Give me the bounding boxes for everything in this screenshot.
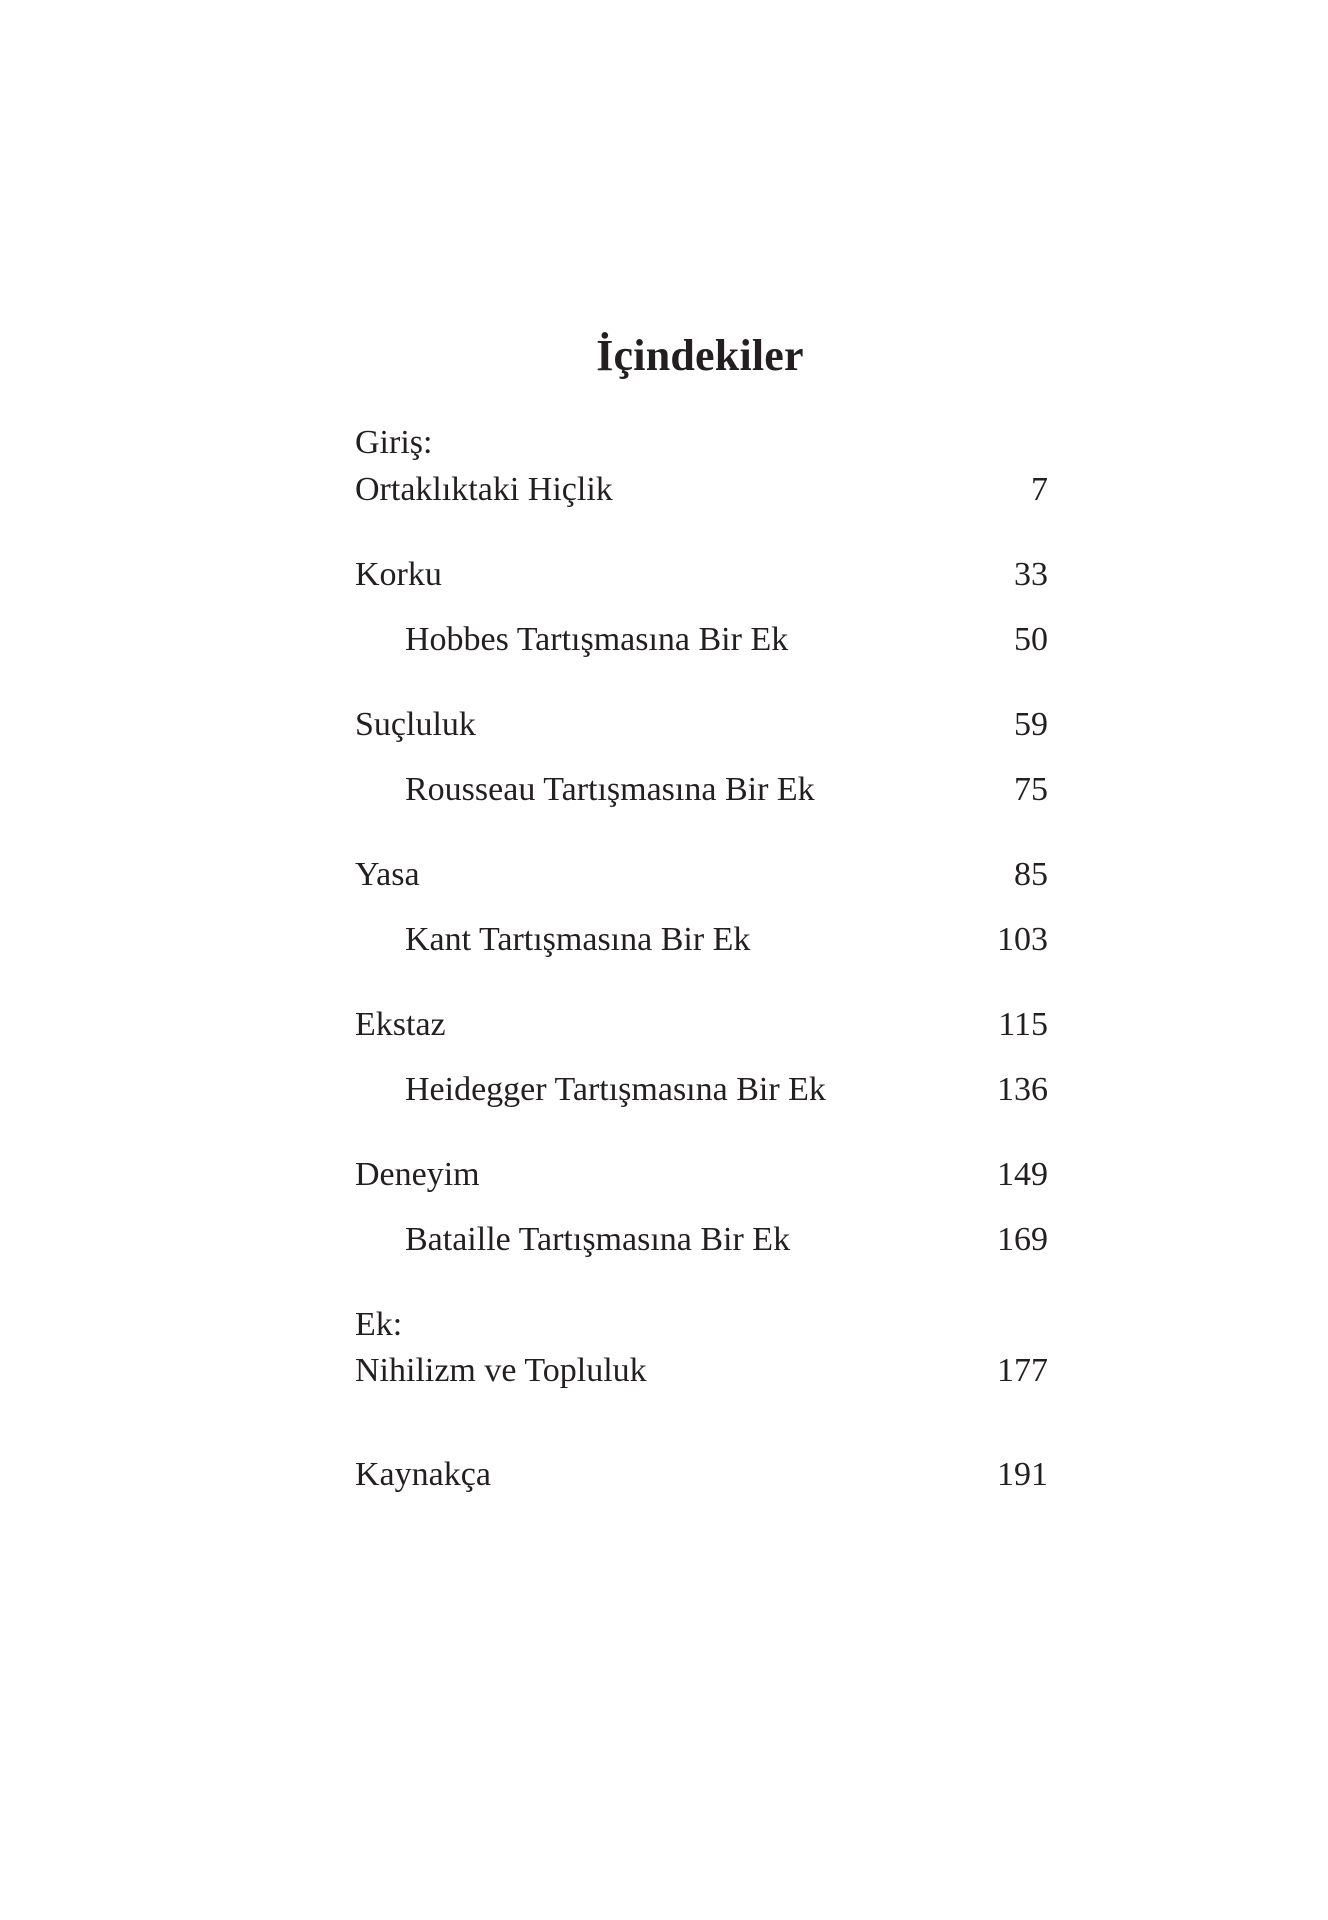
- toc-subentry: [355, 918, 1048, 962]
- toc-subentry-page: 169: [997, 1221, 1048, 1258]
- toc-entry-label: Kaynakça: [355, 1456, 491, 1493]
- toc-entry-label: Deneyim: [355, 1156, 480, 1193]
- toc-entry-label: Korku: [355, 556, 442, 593]
- toc-entry: [355, 703, 1048, 747]
- toc-entry-page: 149: [997, 1156, 1048, 1193]
- toc-entry-label: Ekstaz: [355, 1006, 446, 1043]
- toc-entry: [355, 468, 1048, 512]
- toc-entry: [355, 1003, 1048, 1047]
- toc-entry-label: Ortaklıktaki Hiçlik: [355, 471, 613, 508]
- toc-subentry-label: Bataille Tartışmasına Bir Ek: [405, 1221, 791, 1258]
- toc-subentry-page: 75: [1014, 771, 1048, 808]
- toc-entry: [355, 1453, 1048, 1497]
- toc-entry-label: Nihilizm ve Topluluk: [355, 1352, 647, 1389]
- toc-subentry-label: Rousseau Tartışmasına Bir Ek: [405, 771, 815, 808]
- toc-entry-label: Giriş:: [355, 424, 433, 461]
- toc-entry: [355, 853, 1048, 897]
- toc-entry-label: Ek:: [355, 1306, 403, 1343]
- toc-entry-page: 85: [1014, 856, 1048, 893]
- toc-entry: [355, 1349, 1048, 1393]
- toc-subentry: [355, 618, 1048, 662]
- toc-subentry: [355, 1218, 1048, 1262]
- toc-entry-page: 177: [997, 1352, 1048, 1389]
- toc-entry-page: 191: [997, 1456, 1048, 1493]
- toc-subentry: [355, 1068, 1048, 1112]
- toc-subentry: [355, 768, 1048, 812]
- toc-entry-page: 7: [1031, 471, 1048, 508]
- toc-entry-page: 59: [1014, 706, 1048, 743]
- toc-subentry-page: 103: [997, 921, 1048, 958]
- toc-entry: [355, 553, 1048, 597]
- toc-subentry-label: Hobbes Tartışmasına Bir Ek: [405, 621, 789, 658]
- toc-entry: [355, 1303, 1048, 1347]
- toc-subentry-page: 136: [997, 1071, 1048, 1108]
- toc-subentry-label: Kant Tartışmasına Bir Ek: [405, 921, 751, 958]
- toc-entry-page: 115: [998, 1006, 1048, 1043]
- toc-subentry-page: 50: [1014, 621, 1048, 658]
- toc-entry: [355, 1153, 1048, 1197]
- toc-entry-label: Suçluluk: [355, 706, 476, 743]
- toc-entry-label: Yasa: [355, 856, 420, 893]
- toc-entry: [355, 421, 1048, 465]
- toc-subentry-label: Heidegger Tartışmasına Bir Ek: [405, 1071, 826, 1108]
- toc-entry-page: 33: [1014, 556, 1048, 593]
- page-title: İçindekiler: [596, 331, 804, 380]
